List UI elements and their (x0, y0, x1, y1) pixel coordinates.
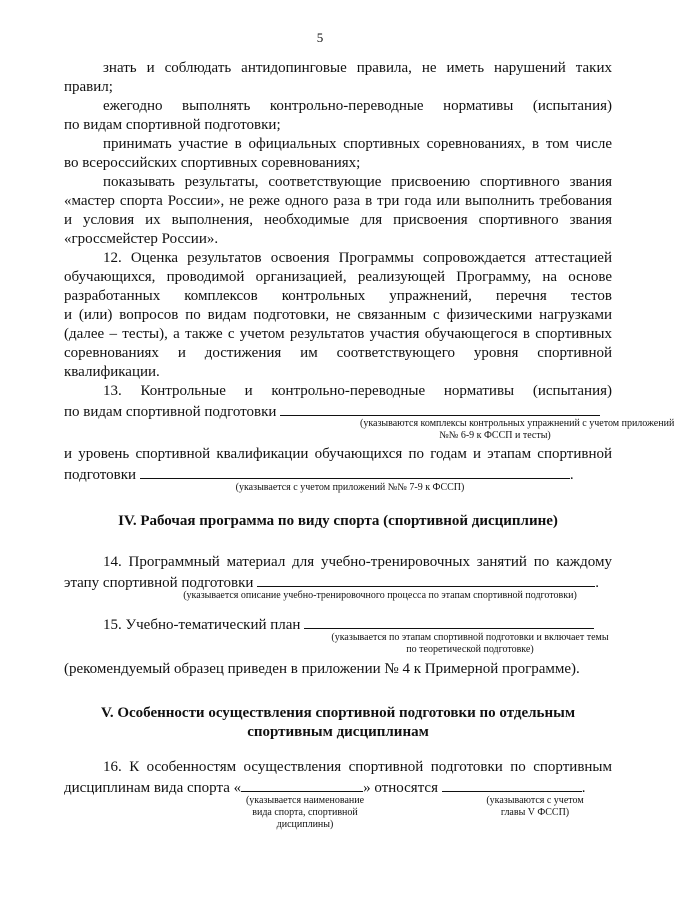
p14-line-2-text: этапу спортивной подготовки (64, 575, 254, 591)
p16-line-2-end: . (581, 780, 586, 796)
p13-line-4-end: . (569, 467, 574, 483)
p12-line-4: и (или) вопросов по видам подготовки, не связанным с физическими нагрузками (64, 307, 612, 323)
p13-blank-1 (280, 401, 600, 416)
p12-line-7: квалификации. (64, 364, 160, 380)
p13-line-4 (64, 464, 612, 484)
p12-line-5: (далее – тесты), а также с учетом результатов участия обучающегося в спортивных (64, 326, 612, 342)
p14-hint: (указывается описание учебно-тренировочного процесса по этапам спортивной подготовки) (183, 590, 577, 601)
p4-line-4: «гроссмейстер России». (64, 231, 219, 247)
p13-hint-2: (указывается с учетом приложений №№ 7-9 к ФССП) (235, 482, 465, 493)
section-iv-title: IV. Рабочая программа по виду спорта (спортивной дисциплине) (118, 513, 558, 529)
p2-line-1: ежегодно выполнять контрольно-переводные нормативы (испытания) (103, 98, 612, 114)
p13-hint-1-line-1: (указываются комплексы контрольных упражнений с учетом приложений (360, 418, 674, 429)
p3-line-2: во всероссийских спортивных соревнованиях; (64, 155, 361, 171)
p3-line-1: принимать участие в официальных спортивных соревнованиях, в том числе (103, 136, 612, 152)
p16-hint-features-line-2: главы V ФССП) (500, 807, 570, 818)
p12-line-2: обучающихся, проводимой организацией, реализующей Программу, на основе (64, 269, 612, 285)
p12-line-1: 12. Оценка результатов освоения Программы сопровождается аттестацией (103, 250, 612, 266)
p15-hint-line-2: по теоретической подготовке) (406, 644, 534, 655)
p16-hint-sport-line-2: вида спорта, спортивной (252, 807, 358, 818)
p16-hint-features-line-1: (указываются с учетом (486, 795, 584, 806)
p14-line-1: 14. Программный материал для учебно-тренировочных занятий по каждому (103, 554, 612, 570)
p16-blank-features (442, 777, 582, 792)
p16-hint-sport-line-3: дисциплины) (276, 819, 334, 830)
p14-blank (257, 572, 595, 587)
p13-blank-2 (140, 464, 570, 479)
p15-hint (320, 632, 620, 656)
p13-line-2-text: по видам спортивной подготовки (64, 404, 277, 420)
p13-line-1: 13. Контрольные и контрольно-переводные нормативы (испытания) (103, 383, 612, 399)
p16-line-2-text-b: » относятся (363, 780, 438, 796)
section-v-title-line-2: спортивным дисциплинам (247, 724, 429, 740)
p15-blank (304, 614, 594, 629)
p15-line-1 (103, 614, 612, 634)
p14-line-2 (64, 572, 612, 592)
p15-line-2: (рекомендуемый образец приведен в приложении № 4 к Примерной программе). (64, 661, 580, 677)
p2-line-2: по видам спортивной подготовки; (64, 117, 281, 133)
p14-line-2-end: . (595, 575, 599, 591)
p4-line-1: показывать результаты, соответствующие присвоению спортивного звания (103, 174, 612, 190)
p15-hint-line-1: (указывается по этапам спортивной подготовки и включает темы (331, 632, 609, 643)
p4-line-3: и условия их выполнения, необходимые для присвоения спортивного звания (64, 212, 612, 228)
p16-hint-sport (240, 795, 370, 831)
p16-line-2-text-a: дисциплинам вида спорта « (64, 780, 242, 796)
p13-hint-1 (360, 418, 674, 442)
p12-line-6: соревнованиях и достижения им соответствующего уровня спортивной (64, 345, 612, 361)
p15-line-1-text: 15. Учебно-тематический план (103, 617, 301, 633)
p1-line-2: правил; (64, 79, 113, 95)
p13-line-4-text: подготовки (64, 467, 137, 483)
p1-line-1: знать и соблюдать антидопинговые правила, не иметь нарушений таких (103, 60, 612, 76)
p13-line-3: и уровень спортивной квалификации обучающихся по годам и этапам спортивной (64, 446, 612, 462)
p16-hint-features (460, 795, 610, 819)
p12-line-3: разработанных комплексов контрольных упражнений, перечня тестов (64, 288, 612, 304)
page-number: 5 (316, 30, 324, 45)
p16-line-2 (64, 777, 612, 797)
p4-line-2: «мастер спорта России», не реже одного раза в три года или выполнить требования (64, 193, 612, 209)
p13-hint-1-line-2: №№ 6-9 к ФССП и тесты) (439, 430, 551, 441)
p16-hint-sport-line-1: (указывается наименование (245, 795, 365, 806)
section-v-title-line-1: V. Особенности осуществления спортивной подготовки по отдельным (100, 705, 576, 721)
p16-blank-sport (241, 777, 363, 792)
p16-line-1: 16. К особенностям осуществления спортивной подготовки по спортивным (103, 759, 612, 775)
